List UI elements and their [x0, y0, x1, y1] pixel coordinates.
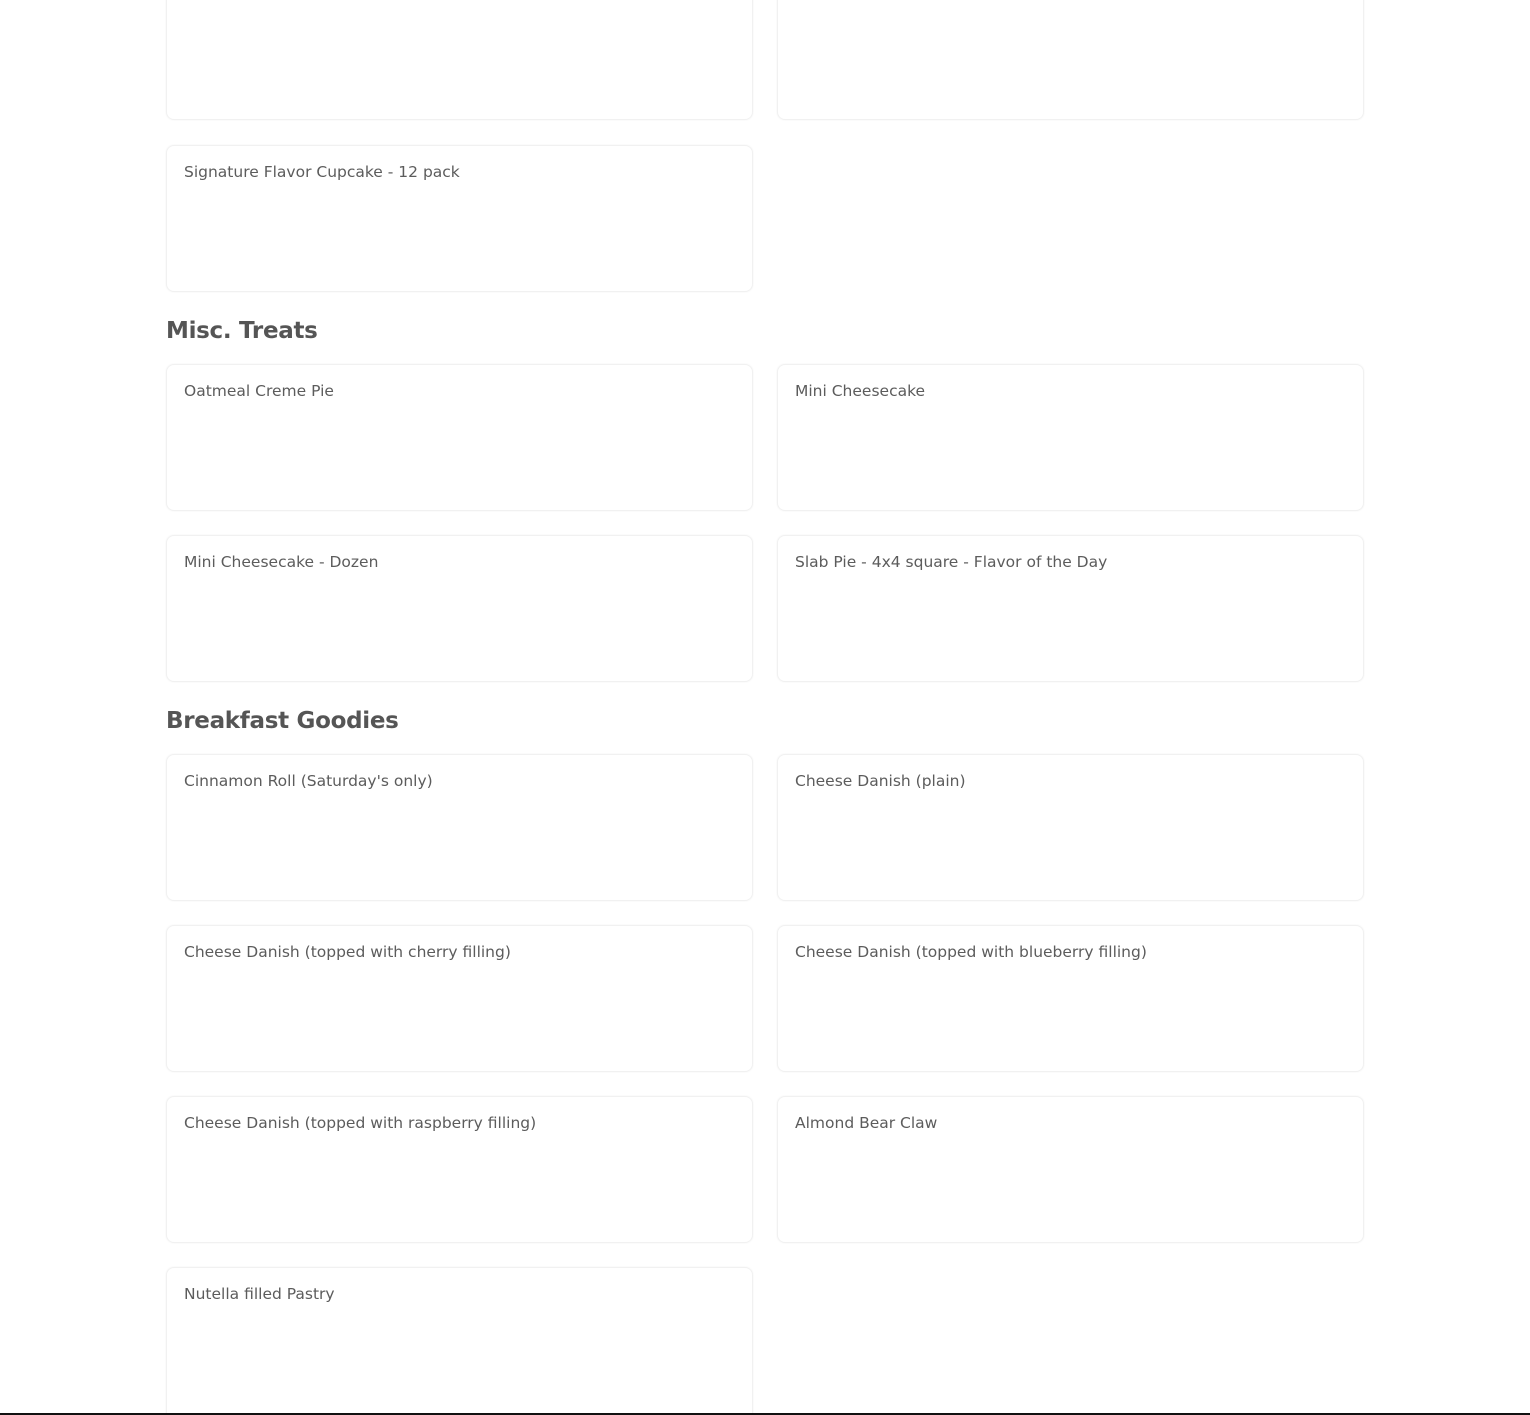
menu-item-title: Almond Bear Claw [795, 1114, 938, 1132]
menu-item-title: Mini Cheesecake [795, 382, 926, 400]
menu-item-title: Cinnamon Roll (Saturday's only) [184, 772, 433, 790]
menu-item-card[interactable] [777, 925, 1364, 1072]
menu-item-title: Signature Flavor Cupcake - 12 pack [184, 163, 460, 181]
menu-item-title: Oatmeal Creme Pie [184, 382, 334, 400]
menu-item-card[interactable] [166, 0, 753, 120]
menu-item-card[interactable] [777, 364, 1364, 511]
menu-item-title: Slab Pie - 4x4 square - Flavor of the Day [795, 553, 1108, 571]
menu-item-card[interactable] [166, 925, 753, 1072]
menu-item-card[interactable] [166, 535, 753, 682]
menu-item-title: Cheese Danish (topped with raspberry filling) [184, 1114, 537, 1132]
menu-item-title: Nutella filled Pastry [184, 1285, 335, 1303]
menu-item-title: Cheese Danish (plain) [795, 772, 966, 790]
menu-item-card[interactable] [777, 1096, 1364, 1243]
menu-item-card[interactable] [777, 754, 1364, 901]
menu-item-card[interactable] [166, 145, 753, 292]
menu-item-card[interactable] [777, 0, 1364, 120]
menu-item-card[interactable] [166, 1267, 753, 1413]
section-heading-breakfast-goodies: Breakfast Goodies [166, 708, 399, 734]
menu-item-card[interactable] [166, 1096, 753, 1243]
section-heading-misc-treats: Misc. Treats [166, 318, 318, 344]
menu-item-title: Cheese Danish (topped with blueberry filling) [795, 943, 1147, 961]
menu-item-card[interactable] [166, 754, 753, 901]
menu-item-card[interactable] [166, 364, 753, 511]
menu-item-title: Mini Cheesecake - Dozen [184, 553, 379, 571]
menu-item-card[interactable] [777, 535, 1364, 682]
menu-item-title: Cheese Danish (topped with cherry filling) [184, 943, 511, 961]
